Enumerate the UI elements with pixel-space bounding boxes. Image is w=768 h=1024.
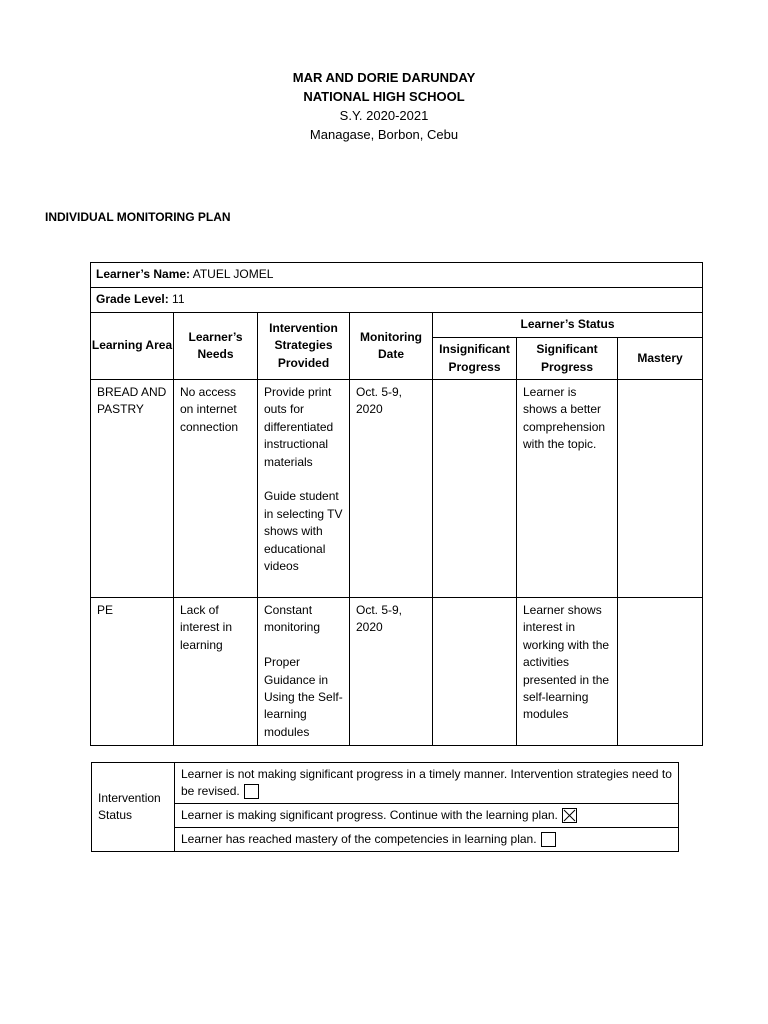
- learner-name-row: [91, 263, 703, 288]
- intervention-strategies-cell: [258, 380, 350, 598]
- school-address: Managase, Borbon, Cebu: [309, 127, 459, 142]
- strategy-item: Guide student in selecting TV shows with educational videos: [264, 489, 343, 574]
- status-option-continue: [175, 804, 679, 828]
- school-year: S.Y. 2020-2021: [339, 108, 429, 123]
- header-monitoring-date: Monitoring Date: [350, 313, 433, 380]
- significant-progress-cell: Learner shows interest in working with the activities presented in the self-learning modules: [517, 598, 618, 746]
- significant-progress-cell: Learner is shows a better comprehension with the topic.: [517, 380, 618, 598]
- status-option-text: Learner is making significant progress. Continue with the learning plan.: [181, 808, 558, 822]
- learners-needs-cell: Lack of interest in learning: [174, 598, 258, 746]
- insignificant-progress-cell: [433, 598, 517, 746]
- header-mastery: Mastery: [618, 338, 703, 380]
- intervention-status-label: Intervention Status: [92, 763, 175, 852]
- header-insignificant-progress: Insignificant Progress: [433, 338, 517, 380]
- table-row: [91, 380, 703, 598]
- mastery-cell: [618, 380, 703, 598]
- grade-level: 11: [172, 292, 185, 306]
- strategy-item: Constant monitoring: [264, 603, 321, 635]
- learner-name-label: Learner’s Name:: [96, 267, 191, 281]
- checkbox-x-icon: [563, 809, 576, 822]
- grade-level-row: [91, 288, 703, 313]
- strategy-item: Proper Guidance in Using the Self-learning modules: [264, 655, 343, 739]
- school-header: [0, 68, 768, 144]
- status-option-mastery: [175, 828, 679, 852]
- status-checkbox-revise[interactable]: [244, 784, 259, 799]
- status-option-text: Learner has reached mastery of the competencies in learning plan.: [181, 832, 537, 846]
- status-option-revise: [175, 763, 679, 804]
- header-significant-progress: Significant Progress: [517, 338, 618, 380]
- school-name-line1: MAR AND DORIE DARUNDAY: [292, 70, 476, 85]
- table-row: [91, 598, 703, 746]
- strategy-item: Provide print outs for differentiated instructional materials: [264, 385, 334, 469]
- grade-level-label: Grade Level:: [96, 292, 169, 306]
- status-checkbox-mastery[interactable]: [541, 832, 556, 847]
- intervention-status-table: [91, 762, 679, 852]
- school-name-line2: NATIONAL HIGH SCHOOL: [303, 89, 465, 104]
- status-checkbox-continue[interactable]: [562, 808, 577, 823]
- mastery-cell: [618, 598, 703, 746]
- monitoring-table: [90, 262, 703, 746]
- learner-name: ATUEL JOMEL: [192, 267, 274, 281]
- monitoring-date-cell: Oct. 5-9, 2020: [350, 598, 433, 746]
- header-intervention-strategies: Intervention Strategies Provided: [258, 313, 350, 380]
- header-learning-area: Learning Area: [91, 313, 174, 380]
- learning-area-cell: PE: [91, 598, 174, 746]
- status-option-text: Learner is not making significant progress in a timely manner. Intervention strategies need to be revised.: [181, 767, 672, 798]
- intervention-strategies-cell: [258, 598, 350, 746]
- learners-needs-cell: No access on internet connection: [174, 380, 258, 598]
- insignificant-progress-cell: [433, 380, 517, 598]
- plan-title: INDIVIDUAL MONITORING PLAN: [45, 210, 231, 224]
- header-learners-needs: Learner’s Needs: [174, 313, 258, 380]
- header-learners-status: Learner’s Status: [433, 313, 703, 338]
- learning-area-cell: BREAD AND PASTRY: [91, 380, 174, 598]
- monitoring-date-cell: Oct. 5-9, 2020: [350, 380, 433, 598]
